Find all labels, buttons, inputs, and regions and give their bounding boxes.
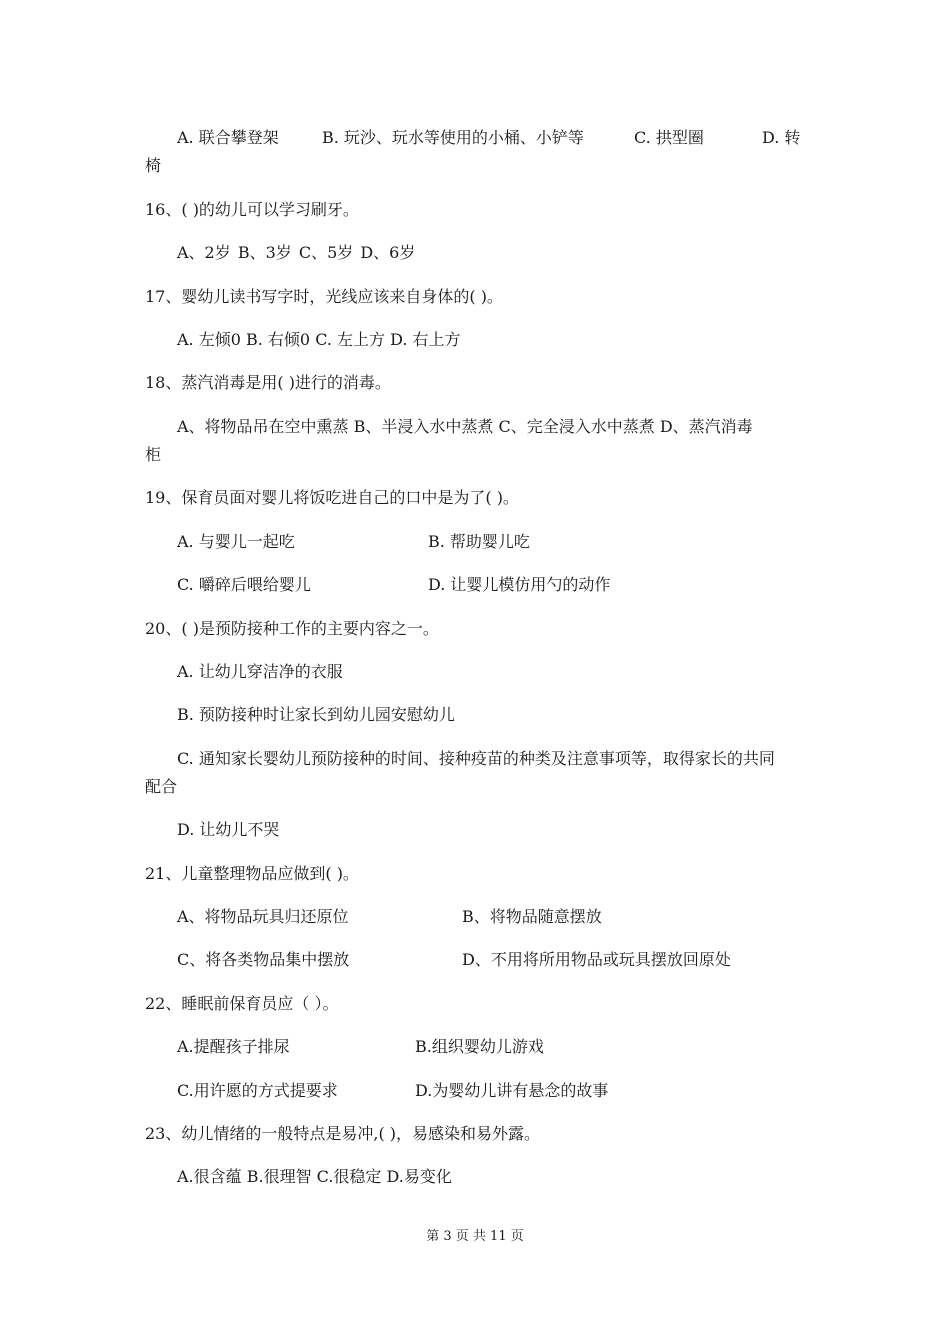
q20-option-d: D. 让幼儿不哭	[177, 820, 280, 839]
q15-option-a: A. 联合攀登架	[177, 128, 279, 147]
q17-question: 17、婴幼儿读书写字时，光线应该来自身体的( )。	[145, 287, 503, 306]
q19-option-b: B. 帮助婴儿吃	[428, 532, 530, 551]
q23-options: A.很含蕴 B.很理智 C.很稳定 D.易变化	[177, 1167, 452, 1186]
q16-question: 16、( )的幼儿可以学习刷牙。	[145, 200, 359, 219]
q19-option-c: C. 嚼碎后喂给婴儿	[177, 575, 311, 594]
q21-option-d: D、不用将所用物品或玩具摆放回原处	[462, 950, 731, 969]
q19-option-a: A. 与婴儿一起吃	[177, 532, 295, 551]
q16-options: A、2岁 B、3岁 C、5岁 D、6岁	[177, 243, 416, 262]
q17-options: A. 左倾0 B. 右倾0 C. 左上方 D. 右上方	[177, 330, 461, 349]
q18-options-continuation: 柜	[145, 445, 162, 464]
q18-question: 18、蒸汽消毒是用( )进行的消毒。	[145, 373, 391, 392]
q22-option-c: C.用许愿的方式提要求	[177, 1081, 338, 1100]
q22-option-a: A.提醒孩子排尿	[177, 1037, 290, 1056]
q19-option-d: D. 让婴儿模仿用勺的动作	[428, 575, 611, 594]
q15-option-b: B. 玩沙、玩水等使用的小桶、小铲等	[322, 128, 584, 147]
q21-option-a: A、将物品玩具归还原位	[177, 907, 349, 926]
q21-option-c: C、将各类物品集中摆放	[177, 950, 350, 969]
page-number-footer: 第 3 页 共 11 页	[426, 1229, 524, 1244]
q18-options: A、将物品吊在空中熏蒸 B、半浸入水中蒸煮 C、完全浸入水中蒸煮 D、蒸汽消毒	[177, 417, 753, 436]
q15-option-d: D. 转	[762, 128, 801, 147]
q20-option-a: A. 让幼儿穿洁净的衣服	[177, 662, 343, 681]
q22-option-d: D.为婴幼儿讲有悬念的故事	[415, 1081, 609, 1100]
q20-option-b: B. 预防接种时让家长到幼儿园安慰幼儿	[177, 705, 455, 724]
q20-option-c: C. 通知家长婴幼儿预防接种的时间、接种疫苗的种类及注意事项等，取得家长的共同	[177, 749, 775, 768]
q21-question: 21、儿童整理物品应做到( )。	[145, 864, 359, 883]
q19-question: 19、保育员面对婴儿将饭吃进自己的口中是为了( )。	[145, 488, 519, 507]
q22-option-b: B.组织婴幼儿游戏	[415, 1037, 544, 1056]
q15-option-d-continuation: 椅	[145, 156, 162, 175]
q23-question: 23、幼儿情绪的一般特点是易冲,( )，易感染和易外露。	[145, 1124, 541, 1143]
q20-option-c-continuation: 配合	[145, 777, 178, 796]
q21-option-b: B、将物品随意摆放	[462, 907, 602, 926]
q22-question: 22、睡眠前保育员应（ ）。	[145, 994, 339, 1013]
q15-option-c: C. 拱型圈	[634, 128, 704, 147]
q20-question: 20、( )是预防接种工作的主要内容之一。	[145, 619, 439, 638]
